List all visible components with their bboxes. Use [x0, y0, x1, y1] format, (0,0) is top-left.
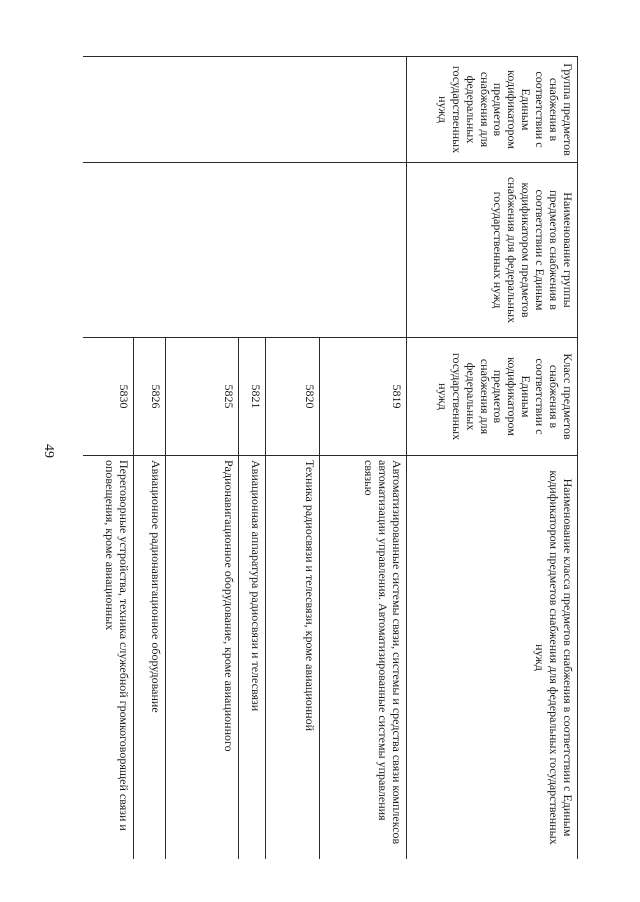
class-name-cell: Переговорные устройства, техника служебной громкоговорящей связи и оповещения, кроме авиационных [83, 456, 134, 860]
class-code-cell: 5830 [83, 338, 134, 456]
class-code-cell: 5821 [239, 338, 266, 456]
table-header-row [407, 57, 578, 860]
class-code-cell: 5825 [166, 338, 239, 456]
class-name-cell: Автоматизированные системы связи, системы и средства связи комплексов автоматизации управления. Автоматизированные системы управления связью [320, 456, 407, 860]
table-row [320, 57, 407, 860]
header-group-name: Наименование группы предметов снабжения в соответствии с Единым кодификатором предметов снабжения для федеральных государственных нужд [407, 163, 578, 338]
page-number: 49 [41, 444, 56, 458]
class-code-cell: 5826 [134, 338, 166, 456]
class-name-cell: Авиационная аппаратура радиосвязи и телесвязи [239, 456, 266, 860]
group-cell [83, 57, 407, 163]
header-class-name: Наименование класса предметов снабжения в соответствии с Единым кодификатором предметов снабжения для федеральных государственных нужд [407, 456, 578, 860]
header-group: Группа предметов снабжения в соответствии с Единым кодификатором предметов снабжения для федеральных государственных нужд [407, 57, 578, 163]
class-name-cell: Радионавигационное оборудование, кроме авиационного [166, 456, 239, 860]
class-code-cell: 5819 [320, 338, 407, 456]
landscape-content [83, 56, 578, 859]
class-name-cell: Авиационное радионавигационное оборудование [134, 456, 166, 860]
header-class: Класс предметов снабжения в соответствии с Единым кодификатором предметов снабжения для федеральных государственных нужд [407, 338, 578, 456]
group-name-cell [83, 163, 407, 338]
class-name-cell: Техника радиосвязи и телесвязи, кроме авиационной [266, 456, 320, 860]
rotated-page-area [83, 56, 578, 859]
class-code-cell: 5820 [266, 338, 320, 456]
supply-classes-table [83, 56, 578, 859]
